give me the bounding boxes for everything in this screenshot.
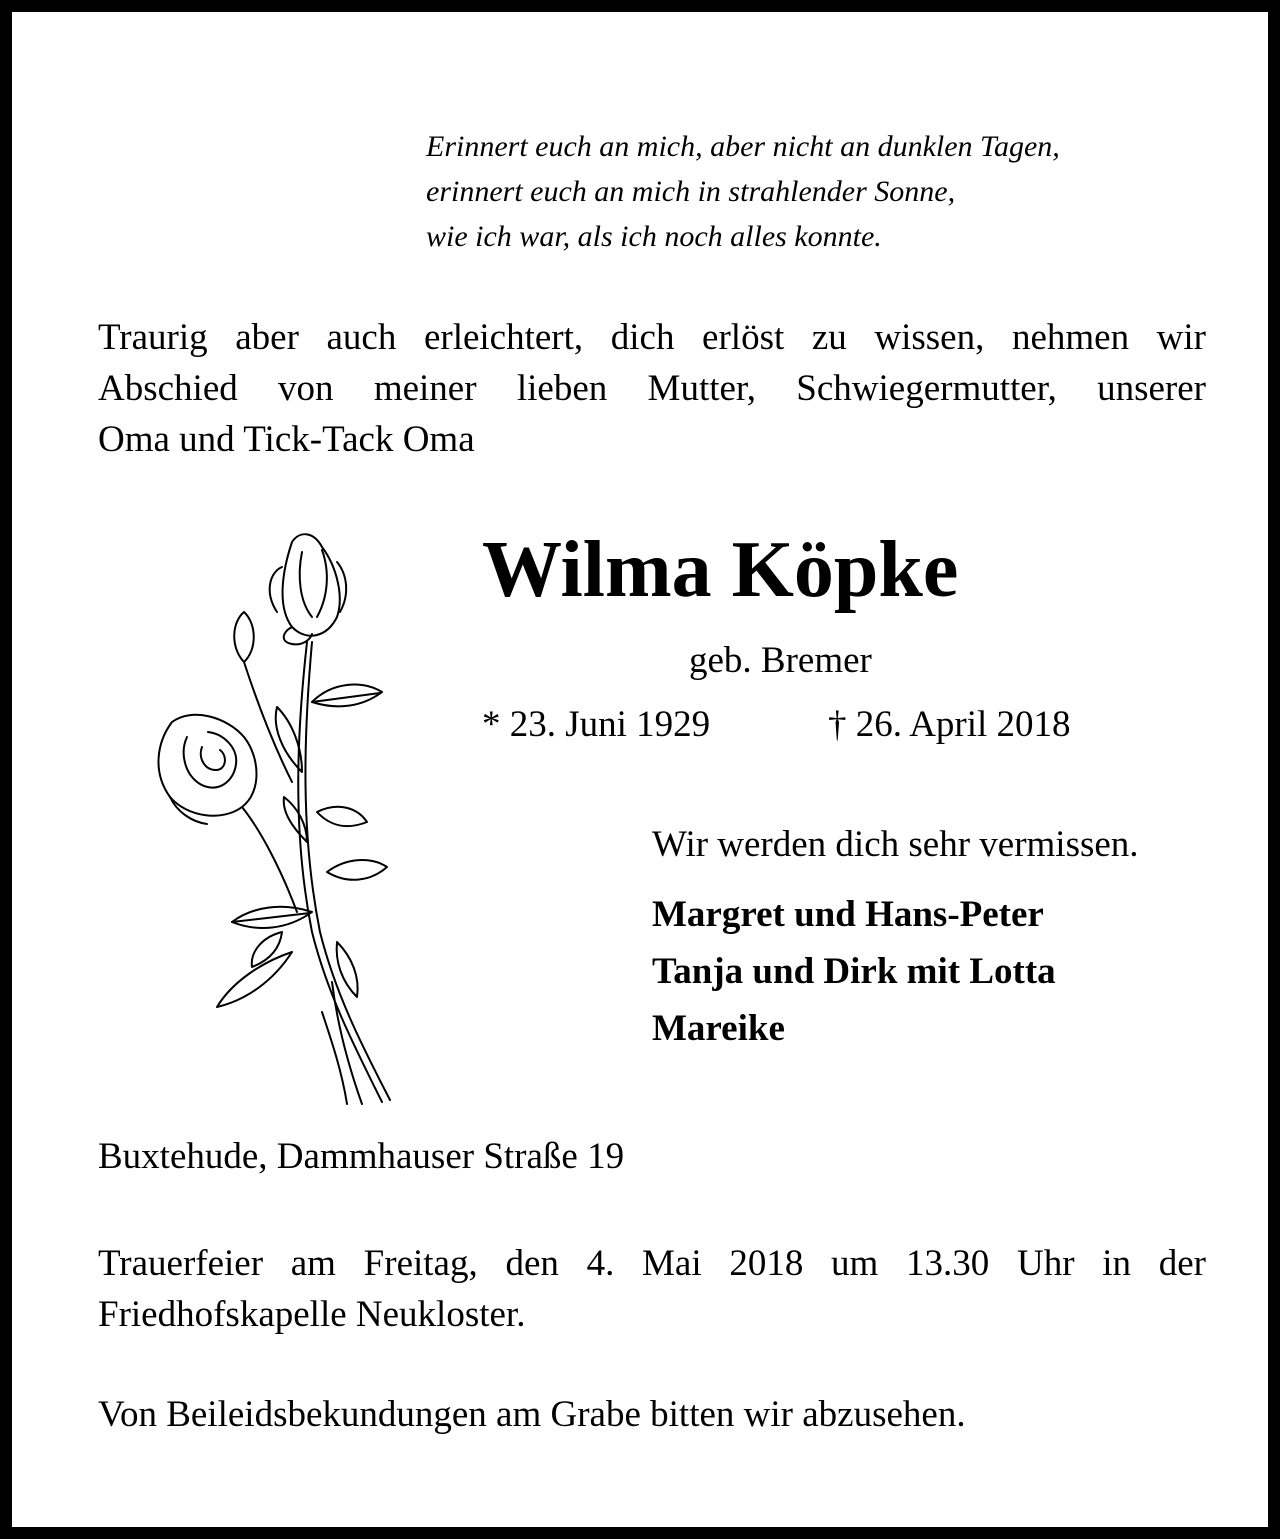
intro-line: Abschied von meiner lieben Mutter, Schwiegermutter, unserer — [98, 368, 1206, 409]
service-line: Trauerfeier am Freitag, den 4. Mai 2018 um 13.30 Uhr in der — [98, 1243, 1206, 1284]
intro-line: Oma und Tick-Tack Oma — [98, 419, 475, 460]
maiden-name: geb. Bremer — [689, 640, 872, 681]
intro-paragraph — [98, 312, 1206, 465]
memorial-poem — [426, 124, 1226, 259]
service-line: Friedhofskapelle Neukloster. — [98, 1294, 526, 1335]
death-date: † 26. April 2018 — [828, 704, 1071, 745]
birth-date: * 23. Juni 1929 — [482, 704, 711, 745]
mourner-name: Mareike — [652, 1008, 785, 1049]
farewell-line: Wir werden dich sehr vermissen. — [652, 824, 1139, 865]
intro-line: Traurig aber auch erleichtert, dich erlöst zu wissen, nehmen wir — [98, 317, 1206, 358]
rose-icon — [132, 512, 422, 1112]
poem-line: wie ich war, als ich noch alles konnte. — [426, 220, 882, 253]
deceased-name: Wilma Köpke — [482, 526, 959, 614]
poem-line: erinnert euch an mich in strahlender Sonne, — [426, 175, 956, 208]
mourner-name: Margret und Hans-Peter — [652, 894, 1044, 935]
poem-line: Erinnert euch an mich, aber nicht an dunklen Tagen, — [426, 130, 1060, 163]
mourners-list — [652, 886, 1056, 1057]
address: Buxtehude, Dammhauser Straße 19 — [98, 1136, 625, 1177]
condolence-note: Von Beileidsbekundungen am Grabe bitten wir abzusehen. — [98, 1394, 966, 1435]
service-paragraph — [98, 1238, 1206, 1340]
mourner-name: Tanja und Dirk mit Lotta — [652, 951, 1056, 992]
